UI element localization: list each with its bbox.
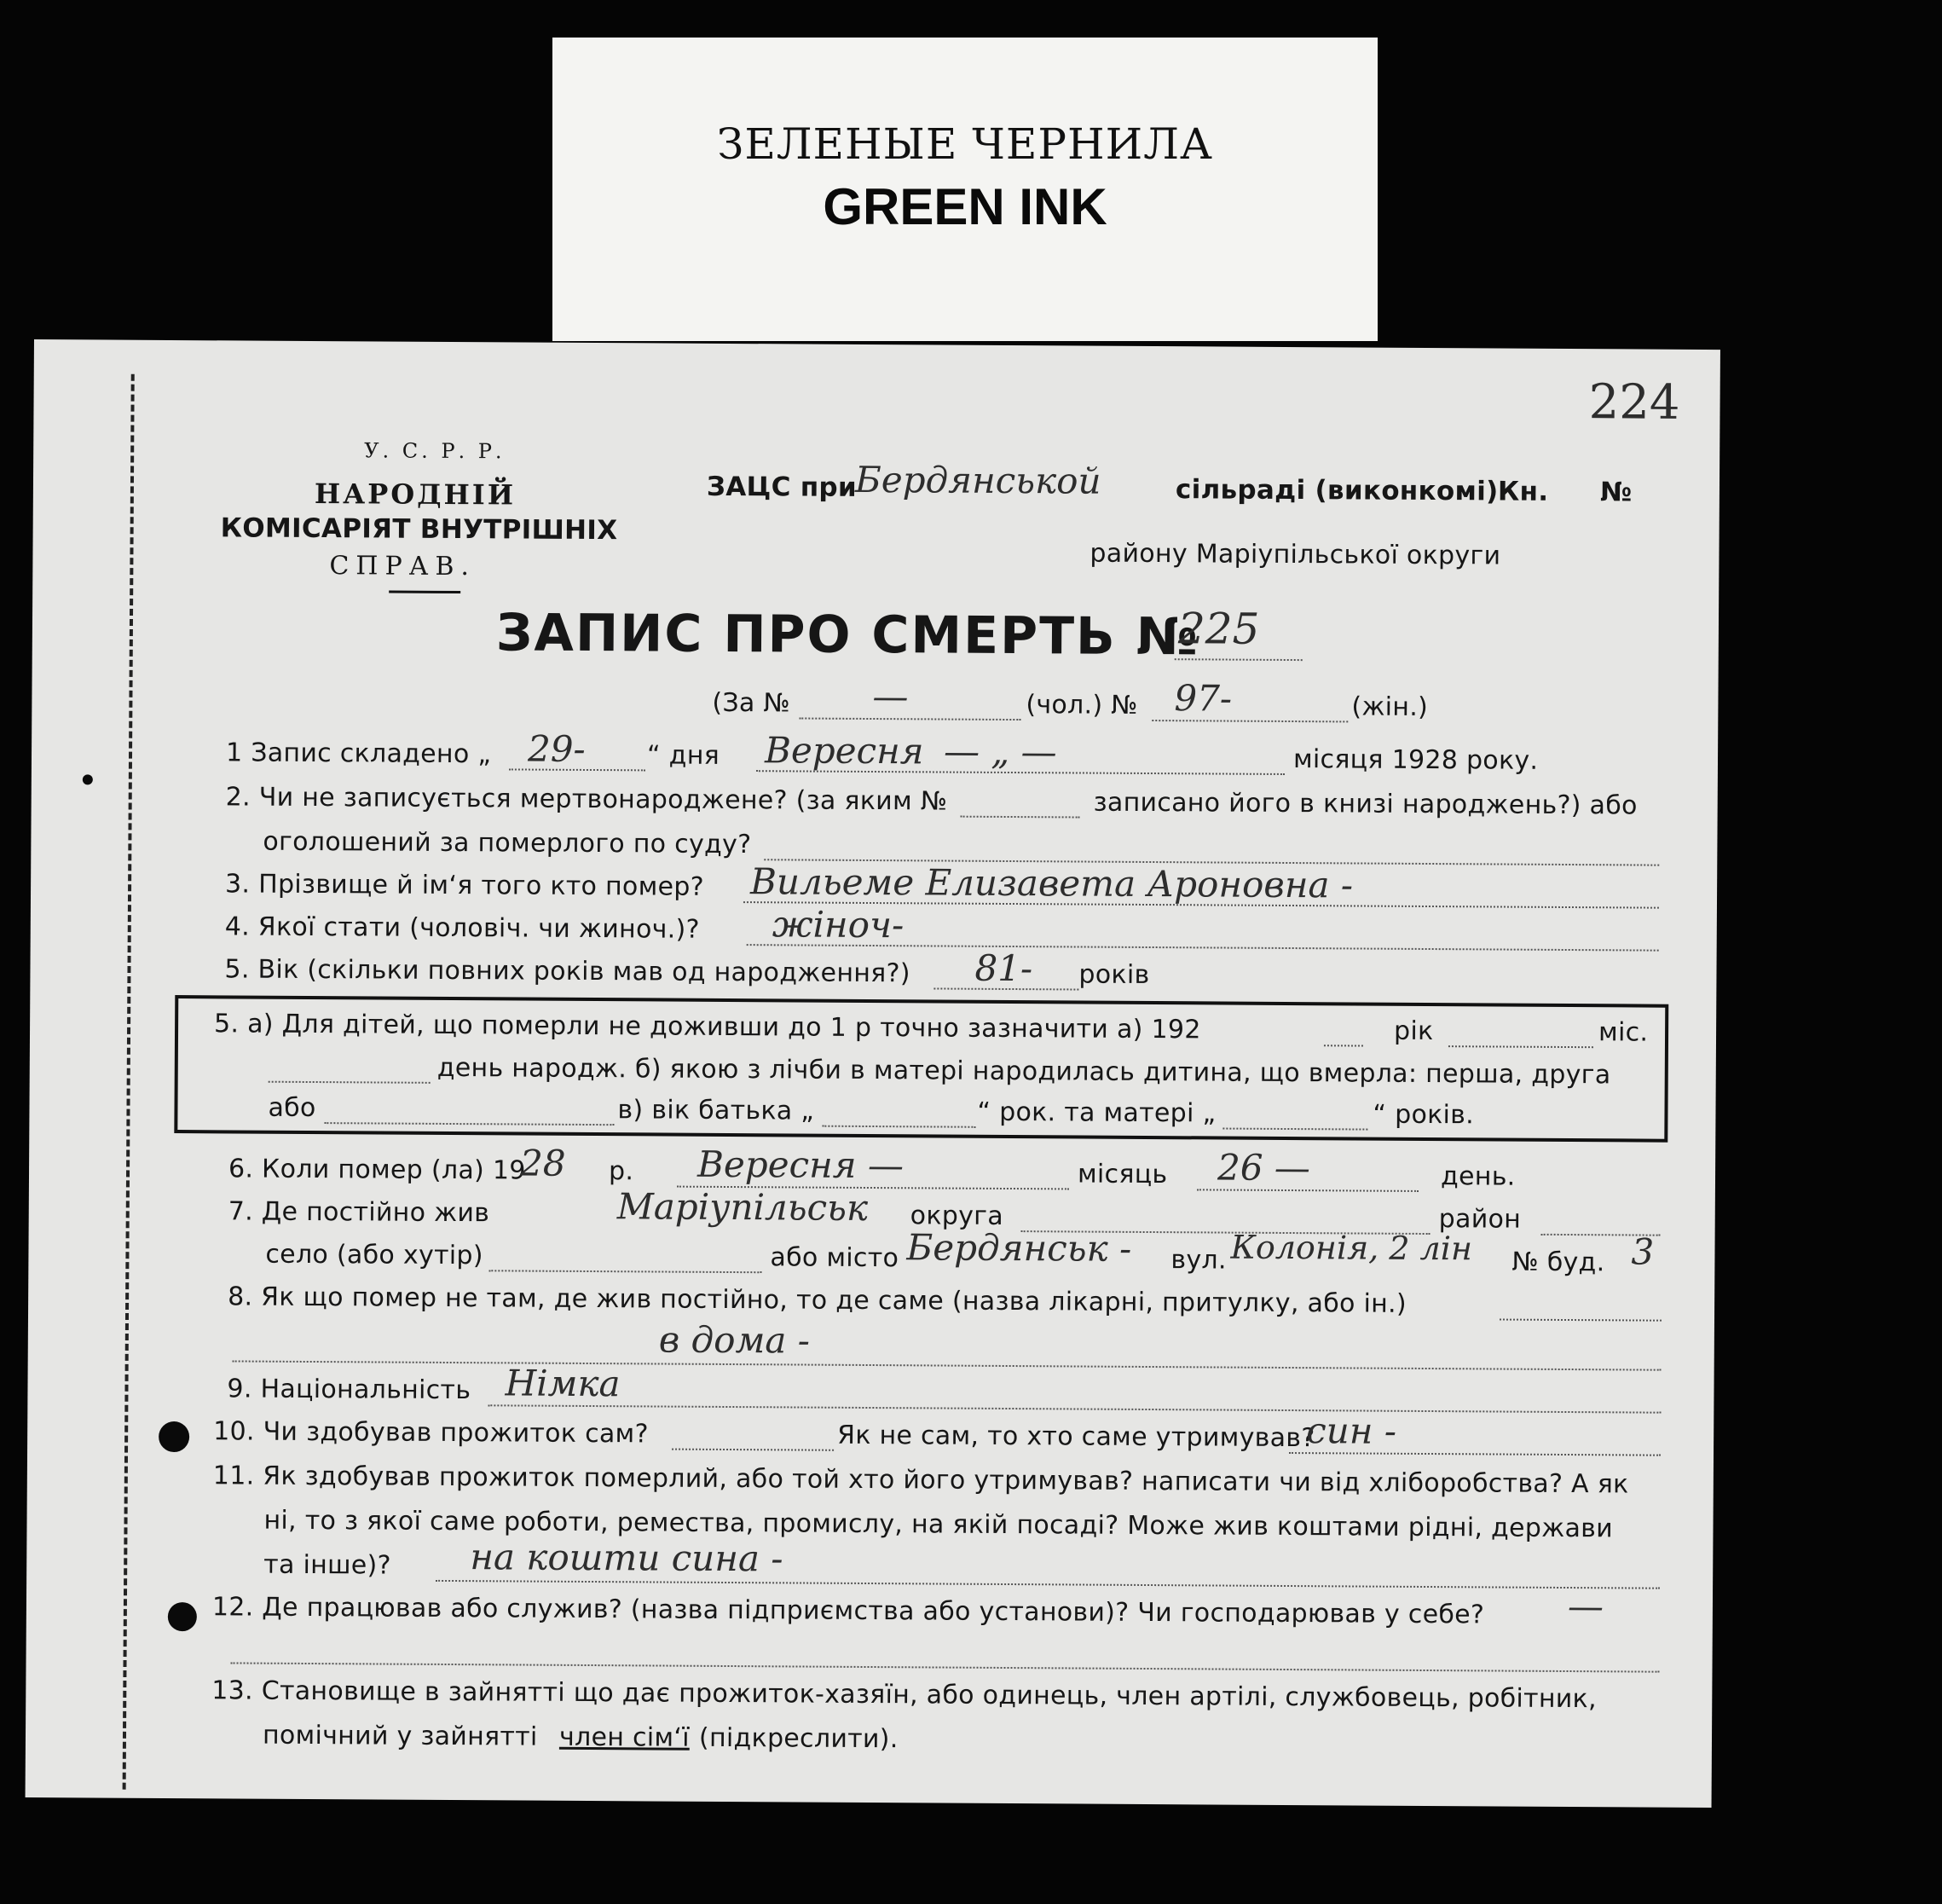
row1-dash-handwritten: — „ — [943, 730, 1057, 773]
row6-end: день. [1440, 1161, 1516, 1192]
row5-line [933, 987, 1078, 990]
row9-nationality-handwritten: Німка [505, 1362, 621, 1405]
row1-label: 1 Запис складено „ [225, 738, 492, 770]
row7b-vul: вул. [1170, 1245, 1227, 1276]
district-line: району Маріупільської округи [1089, 538, 1501, 571]
label-russian: ЗЕЛЕНЫЕ ЧЕРНИЛА [717, 119, 1213, 169]
subtitle-chol-handwritten: 97- [1174, 677, 1233, 720]
row1-day-handwritten: 29- [527, 727, 586, 770]
box-line-3-c: “ рок. та матері „ [977, 1097, 1217, 1129]
row7-region-handwritten: Маріупільськ [616, 1185, 869, 1229]
subtitle-zhin: (жін.) [1351, 692, 1429, 722]
row10-self-line [672, 1449, 834, 1451]
row3-label: 3. Прізвище й ім‘я того кто помер? [224, 869, 704, 902]
row7b-selo-line [488, 1270, 761, 1273]
page-number-handwritten: 224 [1588, 374, 1680, 431]
archive-label-card [552, 38, 1378, 341]
row12-line-2 [231, 1662, 1660, 1672]
box-line-3-d: “ років. [1373, 1099, 1475, 1131]
row13-line-2a: помічний у зайнятті [262, 1720, 538, 1752]
zags-place-handwritten: Бердянськой [854, 458, 1101, 502]
row7-okruga: округа [910, 1201, 1004, 1231]
row7-label: 7. Де постійно жив [228, 1196, 490, 1229]
row6-month-handwritten: Вересня — [696, 1143, 905, 1187]
row2-line [961, 816, 1080, 819]
row13-line-2c: (підкреслити). [698, 1722, 899, 1755]
perforation-line [123, 374, 135, 1790]
row5-age-handwritten: 81- [974, 946, 1033, 990]
punch-hole [168, 1602, 197, 1631]
row10-supporter-handwritten: син - [1306, 1409, 1397, 1452]
row6-mis: місяць [1077, 1159, 1168, 1190]
row6-r: р. [608, 1156, 634, 1187]
subtitle-za-handwritten: — [872, 675, 909, 718]
row6-year-handwritten: 28 [519, 1142, 566, 1184]
row2-second-line: оголошений за померлого по суду? [263, 826, 752, 860]
header-rule [389, 591, 460, 594]
zags-suffix: сільраді (виконкомі) [1175, 474, 1499, 507]
row10-mid: Як не сам, то хто саме утримував? [837, 1420, 1315, 1454]
row10-label: 10. Чи здобував прожиток сам? [213, 1416, 649, 1450]
subtitle-chol-line [1152, 720, 1348, 722]
row1-day-line [509, 768, 645, 771]
row6-label: 6. Коли помер (ла) 19 [228, 1154, 526, 1186]
row7-raion: район [1438, 1204, 1522, 1235]
row13-line-2b-underlined: член сім‘ї [558, 1722, 690, 1753]
row11-line-3: та інше)? [263, 1549, 391, 1581]
row7b-city-handwritten: Бердянськ - [906, 1226, 1132, 1270]
box-line-3-b: в) вік батька „ [617, 1095, 815, 1126]
row9-line [488, 1404, 1661, 1413]
republic-abbr: У. С. Р. Р. [364, 438, 506, 464]
row10-line [1289, 1452, 1661, 1456]
row12-handwritten: — [1567, 1585, 1604, 1628]
row7b-bud: № буд. [1511, 1247, 1605, 1278]
ministry-line-1: НАРОДНІЙ [314, 477, 517, 512]
row11-line-2: ні, то з якої саме роботи, ремества, промислу, на якій посаді? Може жив коштами рідні, держави [263, 1505, 1614, 1544]
row5-label: 5. Вік (скільки повних років мав од народження?) [224, 954, 910, 989]
zags-prefix: ЗАЦС при [706, 471, 858, 503]
subtitle-za: (За № [712, 687, 791, 719]
record-title: ЗАПИС ПРО СМЕРТЬ № [495, 603, 1200, 668]
row8-line-2 [233, 1360, 1662, 1370]
label-english: GREEN INK [823, 178, 1107, 235]
row1-end: місяця 1928 року. [1292, 744, 1539, 776]
box-line-1: 5. а) Для дітей, що померли не доживши до 1 р точно зазначити а) 192 [213, 1009, 1201, 1045]
row7b-house-handwritten: 3 [1631, 1230, 1655, 1273]
punch-hole [83, 774, 93, 784]
row8-place-handwritten: в дома - [658, 1318, 811, 1362]
subtitle-za-line [799, 717, 1020, 721]
subtitle-chol: (чол.) № [1026, 690, 1138, 721]
row1-month-handwritten: Вересня [764, 729, 924, 773]
death-record-form [26, 339, 1720, 1808]
row11-occupation-handwritten: на кошти сина - [470, 1536, 783, 1580]
box-year-line [1324, 1045, 1363, 1046]
ministry-line-2: КОМІСАРІЯТ ВНУТРІШНІХ [220, 512, 618, 547]
row5-end: років [1078, 959, 1150, 991]
row13-line-1: 13. Становище в зайнятті що дає прожиток-хазяїн, або одинець, член артілі, службовець, робітник, [211, 1675, 1597, 1715]
punch-hole [159, 1421, 189, 1452]
box-line-3-a: або [268, 1092, 316, 1124]
row8-line [1500, 1319, 1662, 1322]
record-number-handwritten: 225 [1177, 604, 1260, 654]
row7b-selo: село (або хутір) [265, 1239, 483, 1271]
box-mis: міс. [1598, 1017, 1649, 1048]
ministry-line-3: СПРАВ. [329, 551, 477, 582]
row9-label: 9. Національність [227, 1374, 471, 1406]
row4-gender-handwritten: жіноч- [772, 903, 905, 946]
row4-label: 4. Якої стати (чоловіч. чи жиноч.)? [224, 911, 700, 945]
row8-label: 8. Як що помер не там, де жив постійно, то де саме (назва лікарні, притулку, або ін.) [228, 1282, 1407, 1319]
row6-day-line [1197, 1189, 1419, 1192]
row11-line [436, 1580, 1660, 1589]
number-label: № [1599, 477, 1633, 508]
box-line-2: день народж. б) якою з лічби в матері народилась дитина, що вмерла: перша, друга [436, 1052, 1611, 1091]
row12-label: 12. Де працював або служив? (назва підприємства або установи)? Чи господарював у себе? [211, 1592, 1485, 1630]
row7b-street-handwritten: Колонія, 2 лін [1230, 1228, 1473, 1268]
row1-mid: “ дня [646, 740, 720, 771]
row2-label: 2. Чи не записується мертвонароджене? (за яким № [225, 782, 948, 817]
row2-end: записано його в книзі народжень?) або [1093, 787, 1638, 821]
book-label: Кн. [1497, 476, 1549, 507]
row7b-misto: або місто [770, 1242, 899, 1274]
row11-line-1: 11. Як здобував прожиток померлий, або той хто його утримував? написати чи від хліборобства? А як [212, 1461, 1629, 1500]
row4-line [747, 944, 1659, 952]
row6-day-handwritten: 26 — [1217, 1146, 1311, 1189]
row3-name-handwritten: Вильеме Елизавета Ароновна - [749, 860, 1354, 906]
box-rik: рік [1393, 1016, 1434, 1047]
